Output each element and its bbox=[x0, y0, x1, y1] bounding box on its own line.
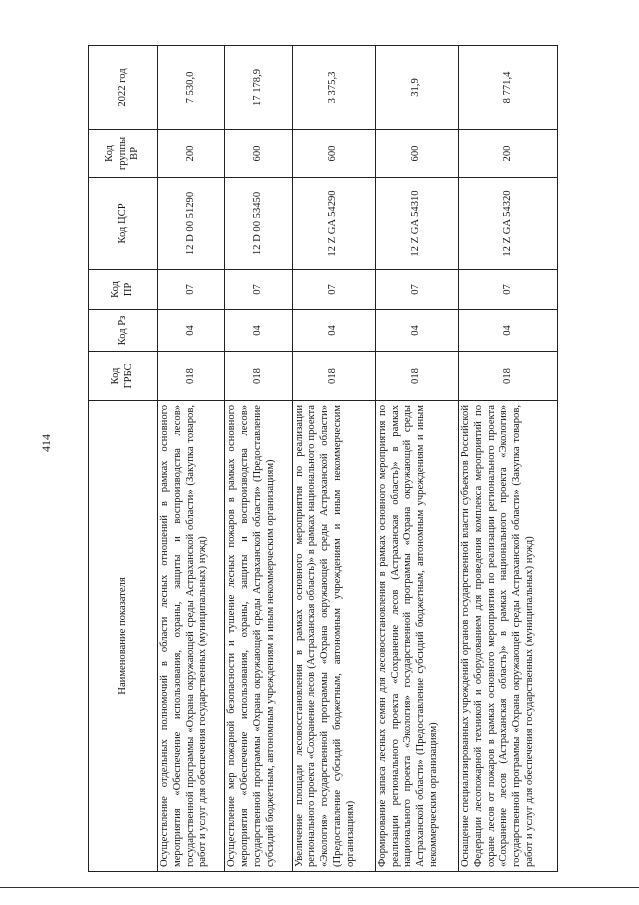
row-indicator-name: Оснащение специализированных учреждений органов государственной власти субъектов Российской Федерации лесопожарной техникой и оборудованием для проведения комплекса мероприятий по охране лесов от пожаров в рамках основного мероприятия по реализации регионального проекта «Сохранение лесов (Астраханская область)» в рамках национального проекта «Экология» государственной программы «Охрана окружающей среды Астраханской области» (Закупка товаров, работ и услуг для обеспечения государственных (муниципальных) нужд) bbox=[458, 401, 557, 872]
row-amount-2022: 31,9 bbox=[375, 46, 458, 130]
page-number: 414 bbox=[39, 434, 53, 452]
row-amount-2022: 8 771,4 bbox=[458, 46, 557, 130]
row-vr-code: 200 bbox=[458, 130, 557, 178]
row-indicator-name: Увеличение площади лесовосстановления в рамках основного мероприятия по реализации регионального проекта «Сохранение лесов (Астраханская область)» в рамках национального проекта «Экология» государственной программы «Охрана окружающей среды Астраханской области» (Предоставление субсидий бюджетным, автономным учреждениям и иным некоммерческим организациям) bbox=[292, 401, 375, 872]
row-grbs-code: 018 bbox=[292, 352, 375, 401]
row-indicator-name: Осуществление мер пожарной безопасности и тушение лесных пожаров в рамках основного мероприятия «Обеспечение использования, охраны, защиты и воспроизводства лесов» государственной программы «Охрана окружающей среды Астраханской области» (Предоставление субсидий бюджетным, автономным учреждениям и иным некоммерческим организациям) bbox=[225, 401, 292, 872]
row-grbs-code: 018 bbox=[225, 352, 292, 401]
row-pr-code: 07 bbox=[225, 270, 292, 310]
row-pr-code: 07 bbox=[375, 270, 458, 310]
row-pr-code: 07 bbox=[458, 270, 557, 310]
table-row bbox=[292, 46, 375, 872]
table-row bbox=[375, 46, 458, 872]
rotated-page-content bbox=[88, 46, 558, 872]
row-indicator-name: Осуществление отдельных полномочий в области лесных отношений в рамках основного мероприятия «Обеспечение использования, охраны, защиты и воспроизводства лесов» государственной программы «Охрана окружающей среды Астраханской области» (Закупка товаров, работ и услуг для обеспечения государственных (муниципальных) нужд) bbox=[158, 401, 225, 872]
header-vr-group-code: Код группы ВР bbox=[89, 130, 158, 178]
row-rz-code: 04 bbox=[458, 310, 557, 352]
row-grbs-code: 018 bbox=[375, 352, 458, 401]
row-vr-code: 200 bbox=[158, 130, 225, 178]
table-row bbox=[225, 46, 292, 872]
row-csr-code: 12 D 00 53450 bbox=[225, 178, 292, 270]
row-amount-2022: 17 178,9 bbox=[225, 46, 292, 130]
header-rz-code: Код Рз bbox=[89, 310, 158, 352]
row-vr-code: 600 bbox=[225, 130, 292, 178]
row-indicator-name: Формирование запаса лесных семян для лесовосстановления в рамках основного мероприятия по реализации регионального проекта «Сохранение лесов (Астраханская область)» в рамках национального проекта «Экология» государственной программы «Охрана окружающей среды Астраханской области» (Предоставление субсидий бюджетным, автономным учреждениям и иным некоммерческим организациям) bbox=[375, 401, 458, 872]
bottom-rule bbox=[0, 887, 639, 888]
header-csr-code: Код ЦСР bbox=[89, 178, 158, 270]
table-row bbox=[458, 46, 557, 872]
row-csr-code: 12 Z GA 54320 bbox=[458, 178, 557, 270]
row-rz-code: 04 bbox=[375, 310, 458, 352]
row-csr-code: 12 Z GA 54310 bbox=[375, 178, 458, 270]
row-rz-code: 04 bbox=[225, 310, 292, 352]
row-vr-code: 600 bbox=[292, 130, 375, 178]
row-grbs-code: 018 bbox=[458, 352, 557, 401]
row-amount-2022: 7 530,0 bbox=[158, 46, 225, 130]
row-pr-code: 07 bbox=[158, 270, 225, 310]
row-amount-2022: 3 375,3 bbox=[292, 46, 375, 130]
table-header-row bbox=[89, 46, 158, 872]
header-pr-code: Код ПР bbox=[89, 270, 158, 310]
header-grbs-code: Код ГРБС bbox=[89, 352, 158, 401]
row-rz-code: 04 bbox=[292, 310, 375, 352]
row-csr-code: 12 Z GA 54290 bbox=[292, 178, 375, 270]
budget-table bbox=[88, 45, 558, 872]
row-vr-code: 600 bbox=[375, 130, 458, 178]
table-row bbox=[158, 46, 225, 872]
row-grbs-code: 018 bbox=[158, 352, 225, 401]
row-pr-code: 07 bbox=[292, 270, 375, 310]
row-csr-code: 12 D 00 51290 bbox=[158, 178, 225, 270]
row-rz-code: 04 bbox=[158, 310, 225, 352]
header-year-2022: 2022 год bbox=[89, 46, 158, 130]
header-indicator-name: Наименование показателя bbox=[89, 401, 158, 872]
